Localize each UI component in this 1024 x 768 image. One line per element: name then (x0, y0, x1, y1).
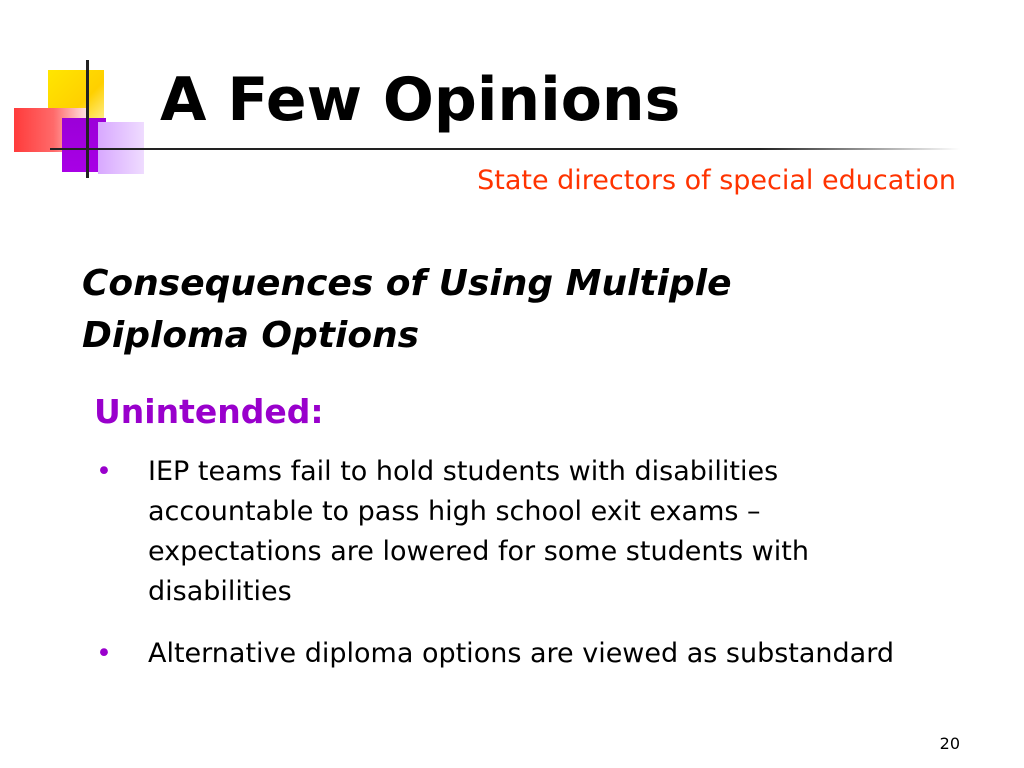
slide-title: A Few Opinions (160, 65, 681, 135)
bullet-text-line: disabilities (148, 576, 292, 607)
page-number: 20 (939, 734, 960, 753)
bullet-item (96, 634, 996, 674)
section-heading-line: Diploma Options (82, 315, 420, 356)
bullet-text-line: Alternative diploma options are viewed as substandard (148, 638, 894, 669)
bullet-icon: • (96, 638, 112, 669)
bullet-text-line: IEP teams fail to hold students with disabilities (148, 456, 779, 487)
bullet-text-line: expectations are lowered for some students with (148, 536, 809, 567)
title-underline-fade (760, 148, 960, 150)
bullet-icon: • (96, 456, 112, 487)
section-heading (82, 258, 942, 362)
decorative-vertical-line (86, 60, 89, 178)
unintended-label: Unintended: (94, 392, 324, 431)
bullet-list (96, 452, 996, 696)
bullet-text-line: accountable to pass high school exit exams – (148, 496, 761, 527)
bullet-item (96, 452, 996, 612)
section-heading-line: Consequences of Using Multiple (82, 263, 732, 304)
slide-subtitle: State directors of special education (477, 165, 956, 196)
